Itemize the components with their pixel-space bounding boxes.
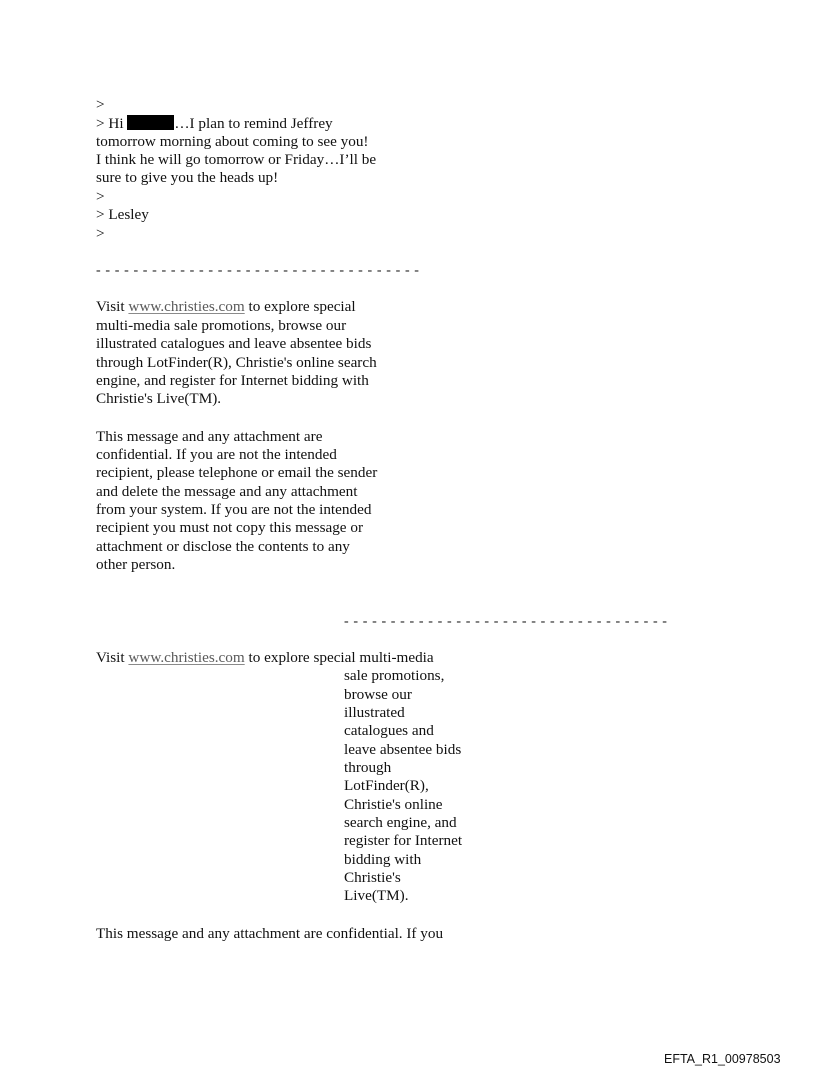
disclaimer-line: recipient you must not copy this message or [96, 519, 363, 536]
quote-marker: > [96, 225, 105, 242]
disclaimer-line: This message and any attachment are [96, 428, 323, 445]
visit-line [96, 649, 434, 667]
promo-text-line: LotFinder(R), [344, 777, 429, 794]
visit-suffix: to explore special [244, 298, 356, 315]
disclaimer-line: confidential. If you are not the intended [96, 446, 337, 463]
promo-text-line: Christie's online [344, 796, 443, 813]
quote-greeting-prefix: > Hi [96, 115, 128, 132]
promo-text-line: bidding with [344, 851, 422, 868]
promo-text-line: Christie's Live(TM). [96, 390, 222, 407]
disclaimer-line: attachment or disclose the contents to any [96, 538, 350, 555]
promo-text-line: search engine, and [344, 814, 457, 831]
christies-link[interactable]: www.christies.com [128, 649, 245, 666]
promo-text-line: illustrated catalogues and leave absentee bids [96, 335, 372, 352]
document-id: EFTA_R1_00978503 [664, 1052, 781, 1066]
promo-text-line: sale promotions, [344, 667, 445, 684]
quote-marker: > [96, 96, 105, 113]
disclaimer-line: from your system. If you are not the intended [96, 501, 372, 518]
promo-text-line: register for Internet [344, 832, 463, 849]
promo-text-line: Christie's [344, 869, 401, 886]
quote-greeting-line [96, 115, 333, 133]
promo-text-line: through LotFinder(R), Christie's online search [96, 354, 377, 371]
promo-text-line: through [344, 759, 392, 776]
christies-link[interactable]: www.christies.com [128, 298, 245, 315]
separator-line: - - - - - - - - - - - - - - - - - - - - - - - - - - - - - - - - - - - [344, 614, 668, 629]
visit-prefix: Visit [96, 649, 129, 666]
promo-text-line: leave absentee bids [344, 741, 462, 758]
quote-text-line: I think he will go tomorrow or Friday…I’ll be [96, 151, 377, 168]
disclaimer-line: This message and any attachment are confidential. If you [96, 925, 444, 942]
promo-text-line: engine, and register for Internet bidding with [96, 372, 369, 389]
redaction-box [127, 115, 174, 130]
disclaimer-line: recipient, please telephone or email the sender [96, 464, 378, 481]
promo-text-line: illustrated [344, 704, 405, 721]
promo-text-line: browse our [344, 686, 412, 703]
promo-text-line: catalogues and [344, 722, 434, 739]
visit-line [96, 298, 356, 316]
separator-line: - - - - - - - - - - - - - - - - - - - - - - - - - - - - - - - - - - - [96, 263, 420, 278]
quote-marker: > [96, 188, 105, 205]
visit-prefix: Visit [96, 298, 129, 315]
promo-text-line: Live(TM). [344, 887, 409, 904]
quote-signature: > Lesley [96, 206, 149, 223]
promo-text-line: multi-media sale promotions, browse our [96, 317, 347, 334]
visit-suffix: to explore special multi-media [244, 649, 434, 666]
disclaimer-line: and delete the message and any attachment [96, 483, 358, 500]
quote-greeting-suffix: …I plan to remind Jeffrey [174, 115, 333, 132]
quote-text-line: tomorrow morning about coming to see you! [96, 133, 369, 150]
quote-text-line: sure to give you the heads up! [96, 169, 279, 186]
disclaimer-line: other person. [96, 556, 176, 573]
